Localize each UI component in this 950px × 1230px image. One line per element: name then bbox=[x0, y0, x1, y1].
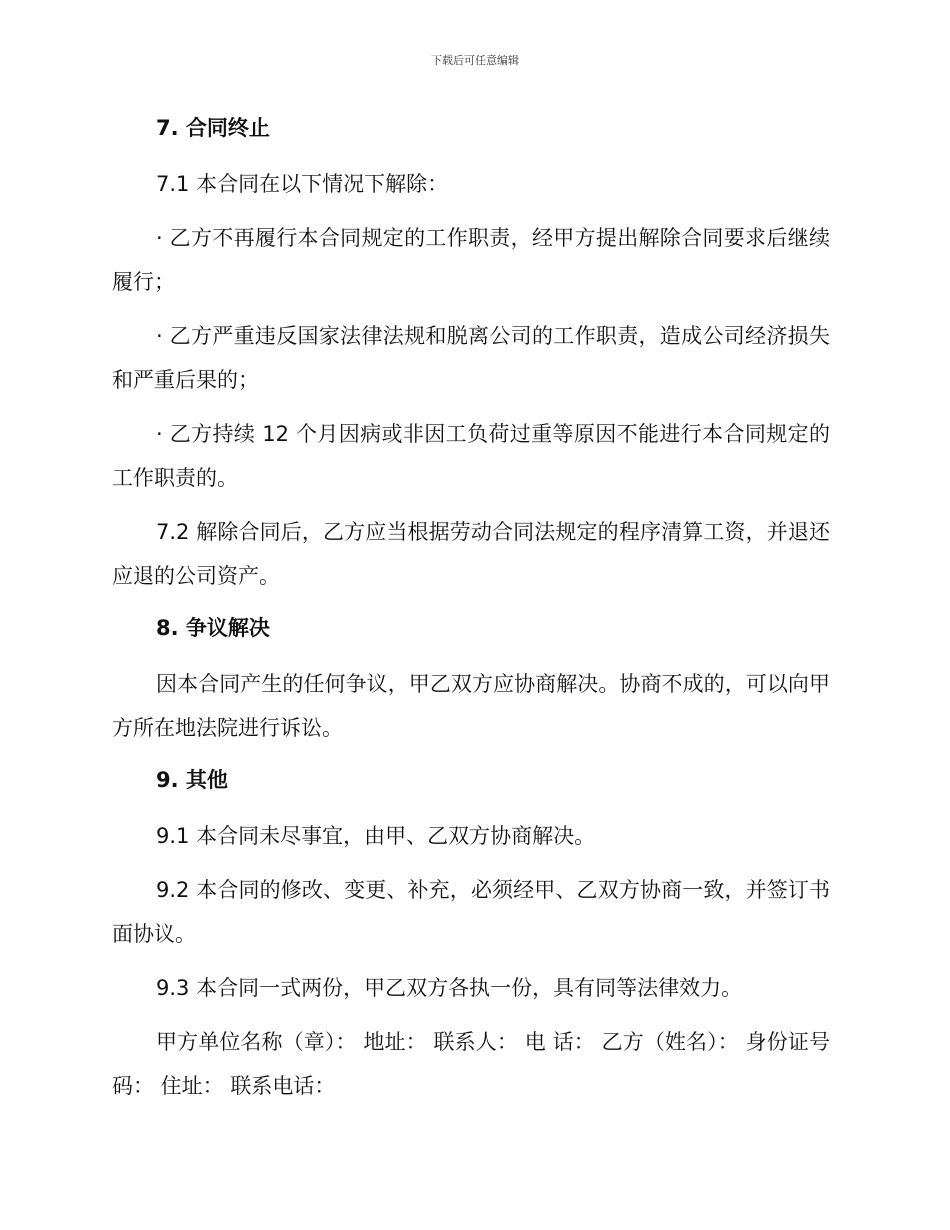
clause-7-2: 7.2 解除合同后，乙方应当根据劳动合同法规定的程序清算工资，并退还应退的公司资产。 bbox=[112, 520, 830, 588]
clause-9-3: 9.3 本合同一式两份，甲乙双方各执一份，具有同等法律效力。 bbox=[156, 976, 743, 1000]
signature-block: 甲方单位名称（章）： 地址： 联系人： 电 话： 乙方（姓名）： 身份证号码： 住址： 联系电话： bbox=[112, 1030, 830, 1098]
clause-9-2: 9.2 本合同的修改、变更、补充，必须经甲、乙双方协商一致，并签订书面协议。 bbox=[112, 878, 830, 946]
clause-7-1-item-b: · 乙方严重违反国家法律法规和脱离公司的工作职责，造成公司经济损失和严重后果的； bbox=[112, 324, 830, 392]
document-body bbox=[112, 108, 830, 1118]
clause-7-1-item-c: · 乙方持续 12 个月因病或非因工负荷过重等原因不能进行本合同规定的工作职责的。 bbox=[112, 422, 830, 490]
clause-9-1: 9.1 本合同未尽事宜，由甲、乙双方协商解决。 bbox=[156, 824, 596, 848]
clause-7-1-item-a: · 乙方不再履行本合同规定的工作职责，经甲方提出解除合同要求后继续履行； bbox=[112, 226, 830, 294]
section-9-heading: 9. 其他 bbox=[156, 768, 228, 792]
page-header-note: 下载后可任意编辑 bbox=[431, 54, 519, 67]
clause-8-text: 因本合同产生的任何争议，甲乙双方应协商解决。协商不成的，可以向甲方所在地法院进行诉讼。 bbox=[112, 672, 830, 740]
section-8-heading: 8. 争议解决 bbox=[156, 616, 270, 640]
section-7-heading: 7. 合同终止 bbox=[156, 116, 270, 140]
clause-7-1: 7.1 本合同在以下情况下解除： bbox=[156, 172, 449, 196]
